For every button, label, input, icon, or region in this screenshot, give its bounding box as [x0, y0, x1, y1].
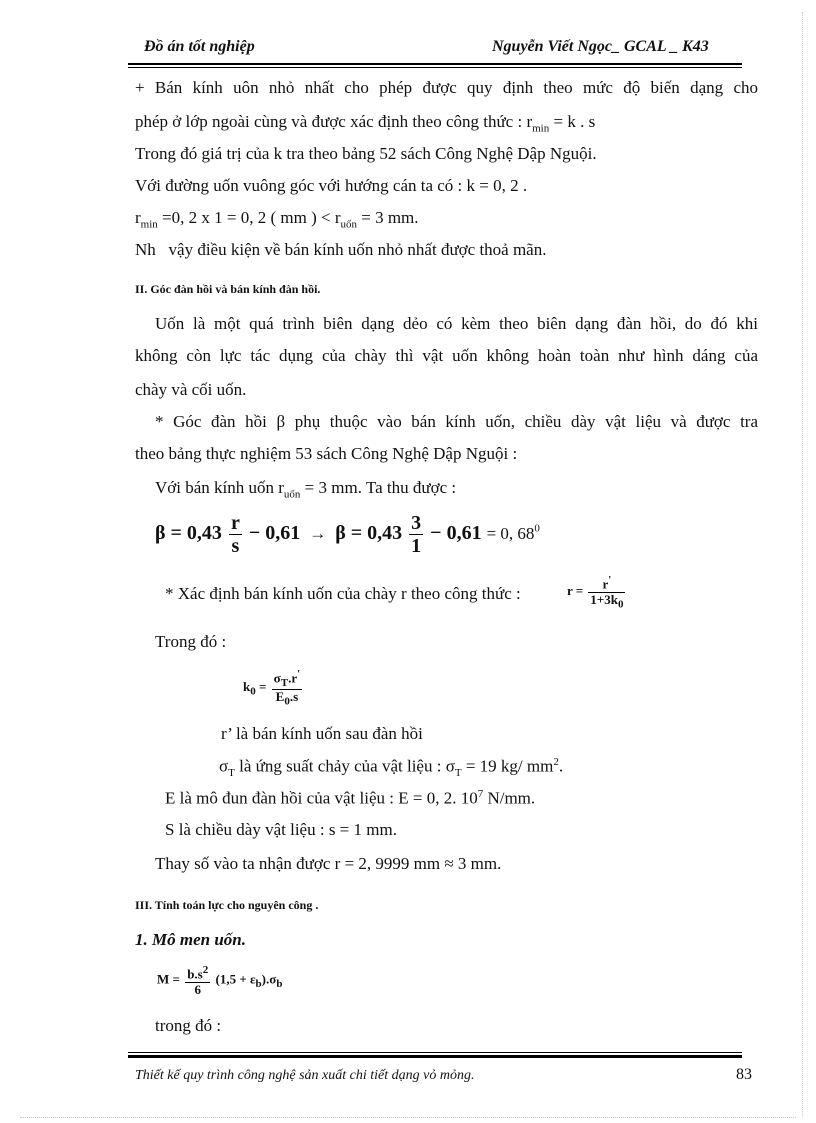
paragraph-line: trong đó :	[155, 1016, 222, 1035]
paragraph-line: * Xác định bán kính uốn của chày r theo công thức :	[165, 584, 521, 603]
header-left: Đồ án tốt nghiệp	[144, 38, 255, 55]
paragraph-line: + Bán kính uôn nhỏ nhất cho phép được quy định theo mức độ biến dạng cho	[135, 78, 758, 97]
moment-formula: M = $\frac{b.s^2}{6}$ $(1,5 + \varepsilon_b).\sigma_b$	[157, 964, 283, 997]
paragraph-line: Với bán kính uốn $r_{uốn} = 3$ mm. Ta thu được :	[155, 478, 457, 501]
paragraph-line: không còn lực tác dụng của chày thì vật uốn không hoàn toàn như hình dáng của	[135, 346, 758, 365]
paragraph-line: E là mô đun đàn hồi của vật liệu : E = 0, 2. $10^7$ N/mm.	[165, 788, 536, 808]
beta-formula: β = 0,43 $\frac{r}{s}$ − 0,61 → β = 0,43 $\frac{3}{1}$ − 0,61 = 0, $68^0$	[155, 512, 540, 557]
paragraph-line: * Góc đàn hồi β phụ thuộc vào bán kính uốn, chiều dày vật liệu và được tra	[155, 412, 758, 431]
page-border-right	[802, 12, 803, 1116]
fraction: $\frac{r'}{1+3k_0}$	[590, 574, 624, 611]
paragraph-line: r’ là bán kính uốn sau đàn hồi	[221, 724, 423, 743]
k0-formula: $k_0$ = $\frac{\sigma_T.r'}{E_0.s}$	[243, 668, 301, 708]
header-rule-thin	[128, 67, 742, 68]
paragraph-line: Nh vậy điều kiện về bán kính uốn nhỏ nhất được thoả mãn.	[135, 240, 547, 259]
paragraph-line: Uốn là một quá trình biên dạng dẻo có kèm theo biên dạng đàn hồi, do đó khi	[155, 314, 758, 333]
paragraph-line: $r_{min} =0$, 2 x 1 = 0, 2 ( mm ) < $r_{uốn} = 3$ mm.	[135, 208, 419, 231]
paragraph-line: phép ở lớp ngoài cùng và được xác định theo công thức : $r_{min} = k$ . s	[135, 112, 596, 135]
paragraph-line: $\sigma_T$ là ứng suất chảy của vật liệu : $\sigma_T = 19$ kg/ $mm^2$.	[219, 756, 564, 780]
fraction: $\frac{b.s^2}{6}$	[187, 964, 209, 997]
page-border-bottom	[20, 1117, 796, 1118]
footer-rule	[128, 1055, 742, 1058]
subsection-heading: 1. Mô men uốn.	[135, 930, 246, 949]
paragraph-line: Trong đó :	[155, 632, 227, 651]
page-number: 83	[736, 1066, 752, 1083]
paragraph-line: S là chiều dày vật liệu : s = 1 mm.	[165, 820, 397, 839]
fraction: $\frac{3}{1}$	[411, 512, 422, 557]
section-heading: III. Tính toán lực cho nguyên công .	[135, 898, 319, 912]
paragraph-line: Với đường uốn vuông góc với hướng cán ta có : k = 0, 2 .	[135, 176, 528, 195]
fraction: $\frac{r}{s}$	[230, 512, 240, 557]
header-rule	[128, 63, 742, 65]
header-right: Nguyễn Viết Ngọc_ GCAL _ K43	[492, 38, 709, 55]
footer-text: Thiết kế quy trình công nghệ sản xuất chi tiết dạng vỏ mỏng.	[135, 1068, 475, 1083]
paragraph-line: Trong đó giá trị của k tra theo bảng 52 sách Công Nghệ Dập Nguội.	[135, 144, 597, 163]
fraction: $\frac{\sigma_T.r'}{E_0.s}$	[273, 668, 301, 708]
paragraph-line: theo bảng thực nghiệm 53 sách Công Nghệ Dập Nguội :	[135, 444, 518, 463]
footer-rule-thin	[128, 1052, 742, 1053]
paragraph-line: chày và cối uốn.	[135, 380, 247, 399]
r-formula: r = $\frac{r'}{1+3k_0}$	[567, 574, 624, 611]
section-heading: II. Góc đàn hồi và bán kính đàn hồi.	[135, 282, 321, 296]
paragraph-line: Thay số vào ta nhận được r = 2, 9999 mm ≈ 3 mm.	[155, 854, 502, 873]
